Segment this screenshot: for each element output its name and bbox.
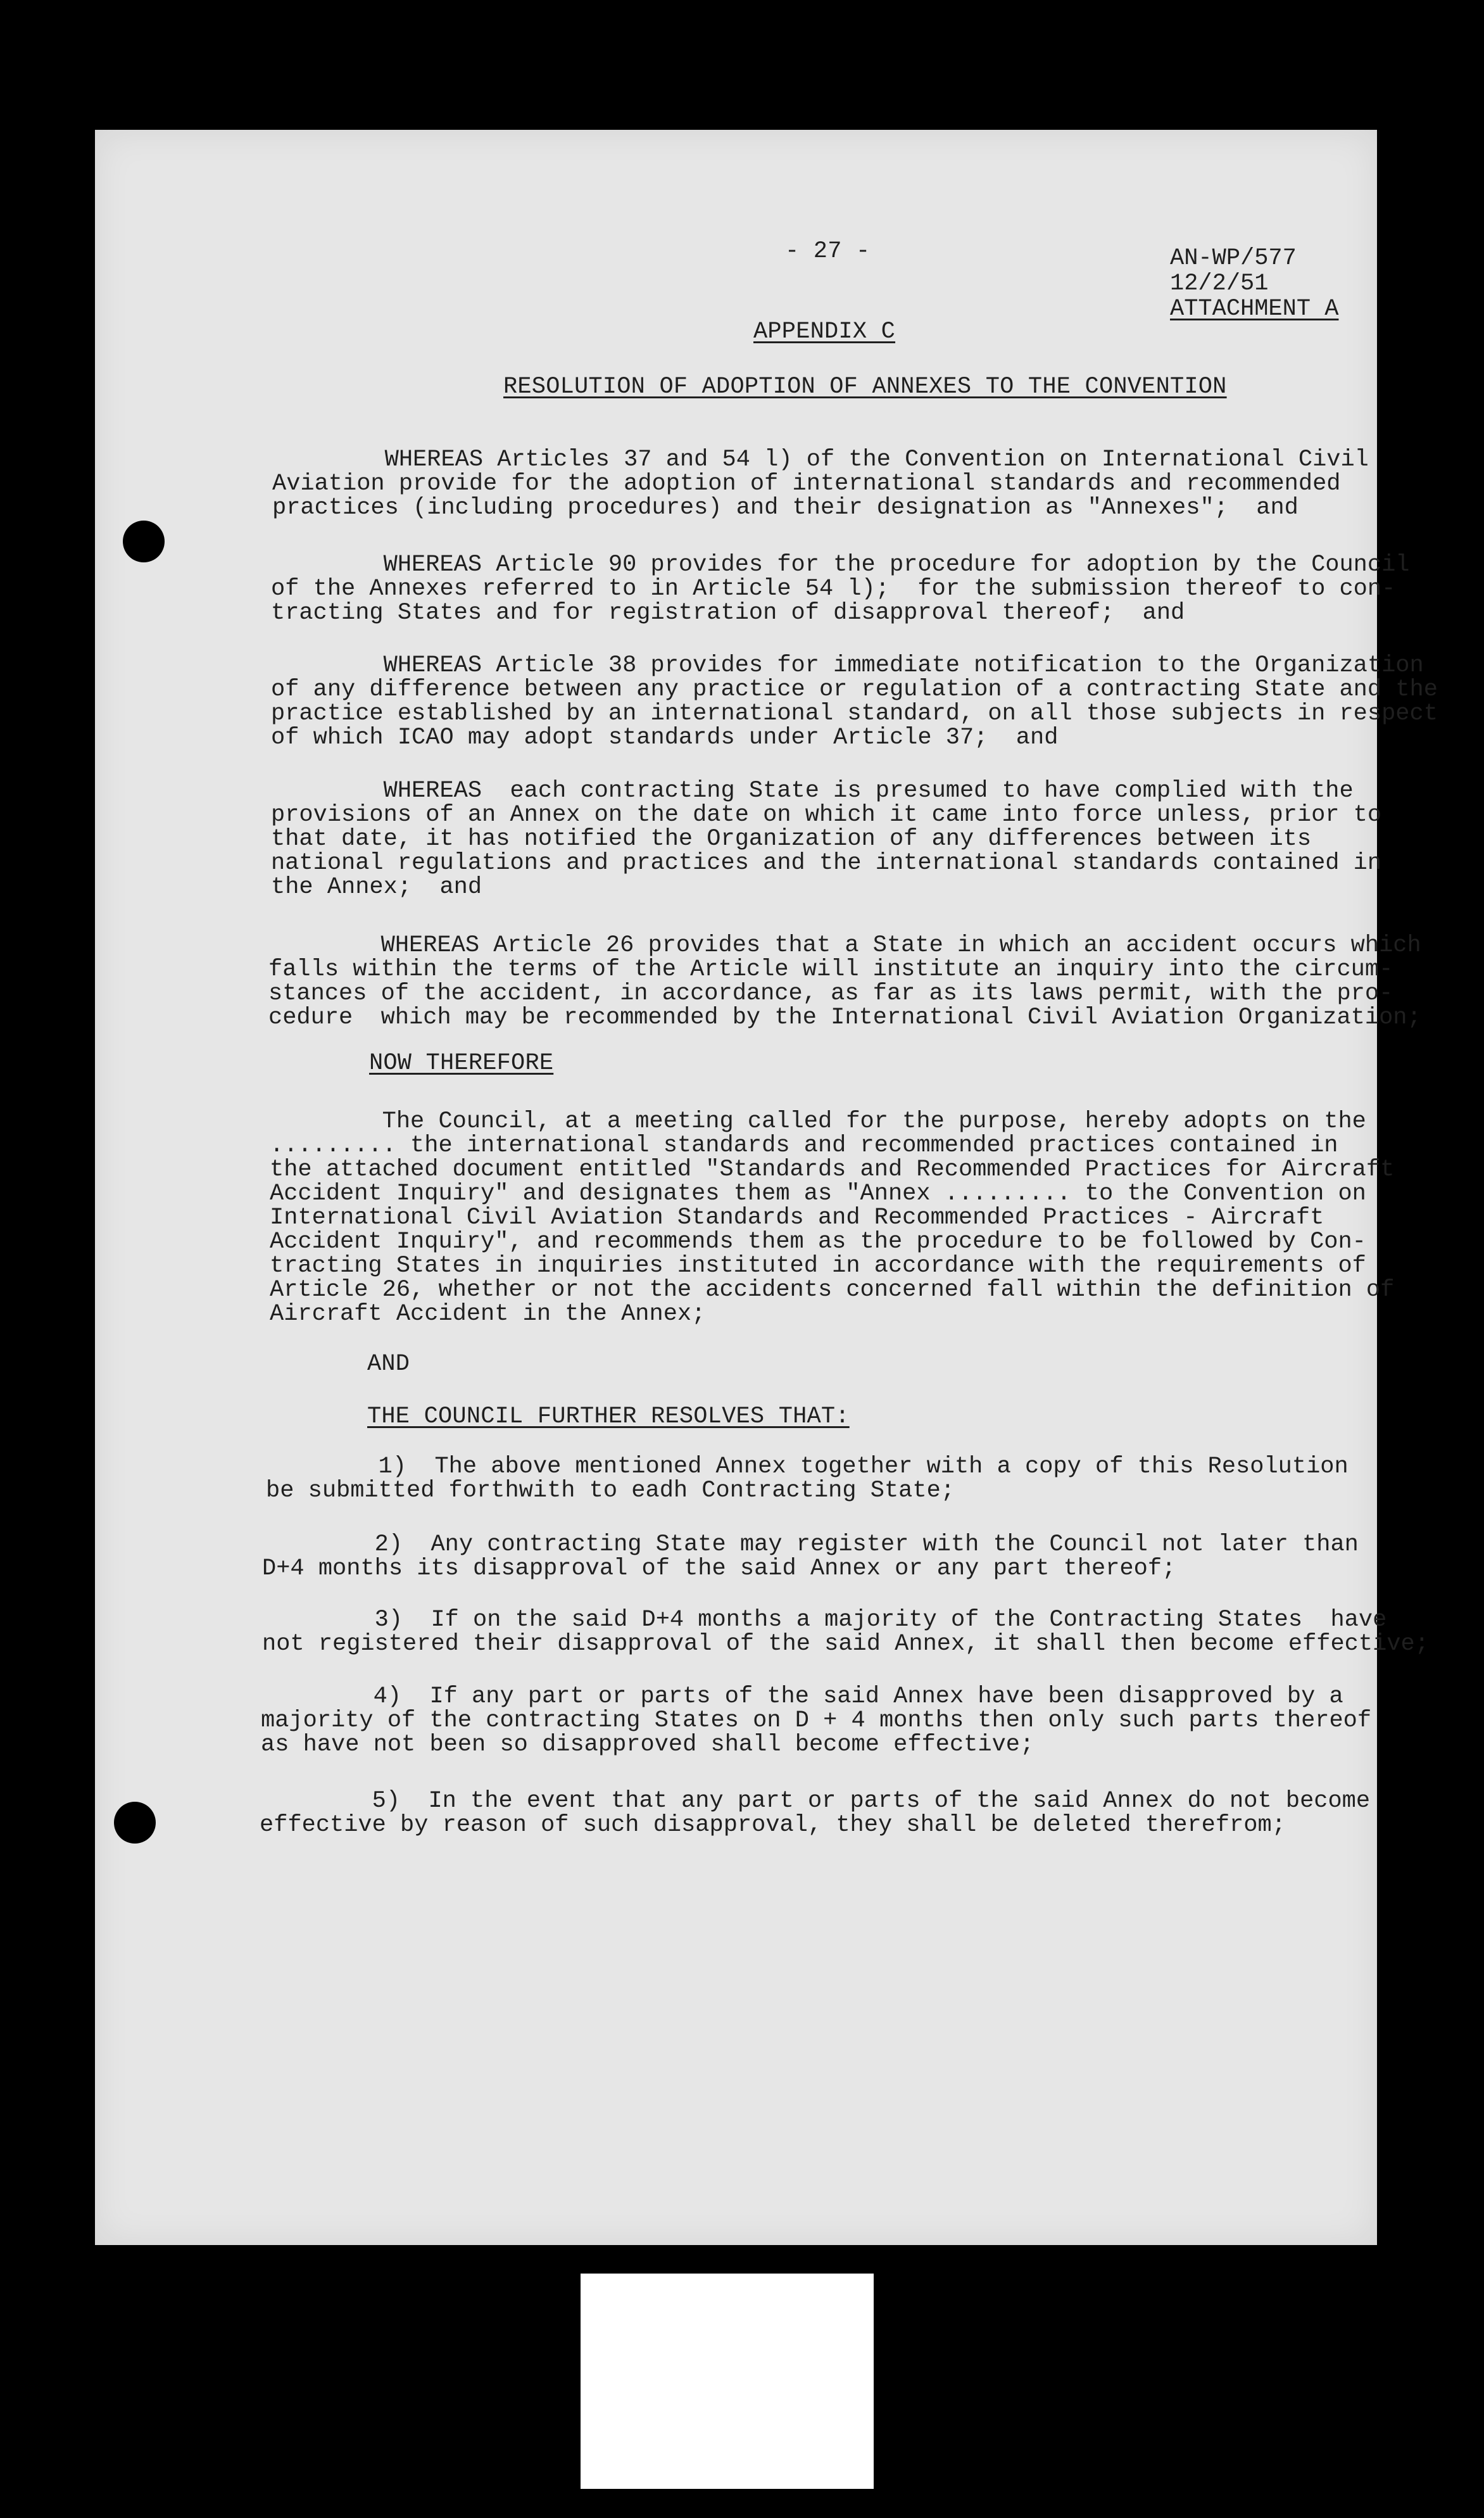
and-label: AND xyxy=(367,1351,410,1377)
doc-reference: AN-WP/577 xyxy=(1170,245,1297,272)
page-number: - 27 - xyxy=(785,238,871,265)
whereas-paragraph-4: WHEREAS each contracting State is presumed to have complied with the provisions of an Annex on the date on which it came into force unless, prior to that date, it has notified the Organization of any differences between its national regulations and practices and the international standards contained in the Annex; and xyxy=(271,778,1382,901)
whereas-paragraph-5: WHEREAS Article 26 provides that a State in which an accident occurs which falls within the terms of the Article will institute an inquiry into the circum- stances of the accident, in accordance, as far as its laws permit, with the pro- cedure which may be recommended by the International Civil Aviation Organization; xyxy=(268,932,1421,1031)
whereas-paragraph-2: WHEREAS Article 90 provides for the procedure for adoption by the Council of the Annexes referred to in Article 54 l); for the submission thereof to con- tracting States and for registration of disapproval thereof; and xyxy=(271,552,1410,626)
resolution-title: RESOLUTION OF ADOPTION OF ANNEXES TO THE CONVENTION xyxy=(503,374,1227,400)
microfilm-target-card xyxy=(581,2274,874,2489)
now-therefore-heading: NOW THEREFORE xyxy=(369,1050,554,1077)
appendix-title: APPENDIX C xyxy=(753,319,896,345)
council-resolution-paragraph: The Council, at a meeting called for the purpose, hereby adopts on the ......... the international standards and recommended practices contained in the attached document entitled "Standards and Recommended Practices for Aircraft Accident Inquiry" and designates them as "Annex ......... to the Convention on International Civil Aviation Standards and Recommended Practices - Aircraft Accident Inquiry", and recommends them as the procedure to be followed by Con- tracting States in inquiries instituted in accordance with the requirements of Article 26, whether or not the accidents concerned fall within the definition of Aircraft Accident in the Annex; xyxy=(270,1108,1395,1327)
resolution-item-3: 3) If on the said D+4 months a majority of the Contracting States have not registered their disapproval of the said Annex, it shall then become effective; xyxy=(262,1607,1429,1657)
resolution-item-1: 1) The above mentioned Annex together with a copy of this Resolution be submitted forthwith to eadh Contracting State; xyxy=(266,1453,1349,1504)
whereas-paragraph-3: WHEREAS Article 38 provides for immediate notification to the Organization of any difference between any practice or regulation of a contracting State and the practice established by an international standard, on all those subjects in respect of which ICAO may adopt standards under Article 37; and xyxy=(271,652,1438,751)
resolution-item-2: 2) Any contracting State may register with the Council not later than D+4 months its disapproval of the said Annex or any part thereof; xyxy=(262,1531,1359,1582)
document-reference-block xyxy=(1170,246,1338,322)
resolution-item-4: 4) If any part or parts of the said Annex have been disapproved by a majority of the contracting States on D + 4 months then only such parts thereof as have not been so disapproved shall become effective; xyxy=(261,1683,1372,1758)
whereas-paragraph-1: WHEREAS Articles 37 and 54 l) of the Convention on International Civil Aviation provide for the adoption of international standards and recommended practices (including procedures) and their designation as "Annexes"; and xyxy=(272,446,1369,521)
punch-hole-top xyxy=(123,521,165,562)
punch-hole-bottom xyxy=(114,1802,156,1844)
attachment-label: ATTACHMENT A xyxy=(1170,296,1339,322)
further-resolves-heading: THE COUNCIL FURTHER RESOLVES THAT: xyxy=(367,1403,850,1430)
doc-date: 12/2/51 xyxy=(1170,270,1269,297)
resolution-item-5: 5) In the event that any part or parts of the said Annex do not become effective by reason of such disapproval, they shall be deleted therefrom; xyxy=(260,1788,1371,1838)
